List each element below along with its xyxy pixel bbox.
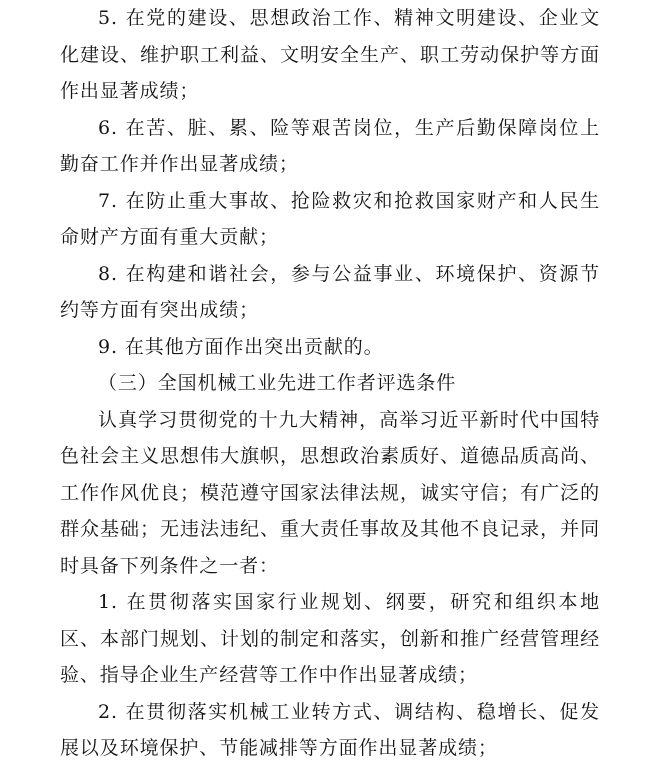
body-paragraph: 认真学习贯彻党的十九大精神，高举习近平新时代中国特色社会主义思想伟大旗帜，思想政治素质好、道德品质高尚、工作作风优良；模范遵守国家法律法规，诚实守信；有广泛的群众基础；无违法违纪、重大责任事故及其他不良记录，并同时具备下列条件之一者： xyxy=(60,408,600,577)
document-page xyxy=(60,0,600,767)
section-heading: （三）全国机械工业先进工作者评选条件 xyxy=(98,372,457,394)
list-item-2: 2. 在贯彻落实机械工业转方式、调结构、稳增长、促发展以及环境保护、节能减排等方面作出显著成绩； xyxy=(60,700,600,759)
list-item-5: 5. 在党的建设、思想政治工作、精神文明建设、企业文化建设、维护职工利益、文明安全生产、职工劳动保护等方面作出显著成绩； xyxy=(60,7,600,102)
list-item-1: 1. 在贯彻落实国家行业规划、纲要，研究和组织本地区、本部门规划、计划的制定和落实，创新和推广经营管理经验、指导企业生产经营等工作中作出显著成绩； xyxy=(60,591,600,686)
list-item-8: 8. 在构建和谐社会，参与公益事业、环境保护、资源节约等方面有突出成绩； xyxy=(60,262,600,321)
list-item-6: 6. 在苦、脏、累、险等艰苦岗位，生产后勤保障岗位上勤奋工作并作出显著成绩； xyxy=(60,116,600,175)
list-item-7: 7. 在防止重大事故、抢险救灾和抢救国家财产和人民生命财产方面有重大贡献； xyxy=(60,189,600,248)
list-item-9: 9. 在其他方面作出突出贡献的。 xyxy=(98,335,384,358)
